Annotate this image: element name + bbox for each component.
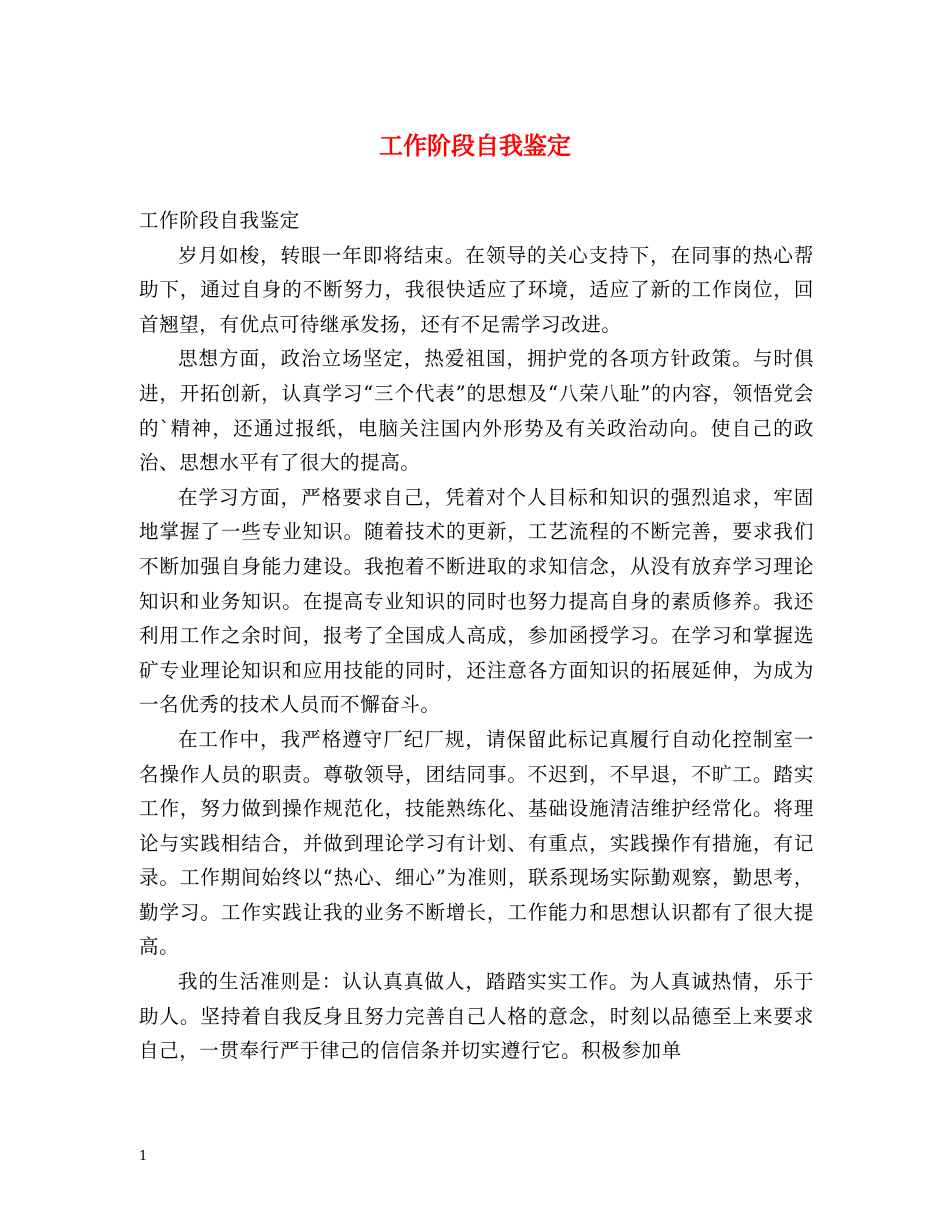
paragraph-ideology: 思想方面，政治立场坚定，热爱祖国，拥护党的各项方针政策。与时俱进，开拓创新，认真学习“三个代表”的思想及“八荣八耻”的内容，领悟党会的`精神，还通过报纸，电脑关注国内外形势及有关政治动向。使自己的政治、思想水平有了很大的提高。 [139, 347, 814, 475]
page-number: 1 [139, 1149, 148, 1164]
paragraph-life: 我的生活准则是：认认真真做人，踏踏实实工作。为人真诚热情，乐于助人。坚持着自我反身且努力完善自己人格的意念，时刻以品德至上来要求自己，一贯奉行严于律己的信信条并切实遵行它。积极参加单 [139, 970, 814, 1063]
document-title: 工作阶段自我鉴定 [379, 131, 571, 160]
document-subtitle: 工作阶段自我鉴定 [139, 209, 300, 232]
paragraph-study: 在学习方面，严格要求自己，凭着对个人目标和知识的强烈追求，牢固地掌握了一些专业知识。随着技术的更新，工艺流程的不断完善，要求我们不断加强自身能力建设。我抱着不断进取的求知信念，从没有放弃学习理论知识和业务知识。在提高专业知识的同时也努力提高自身的素质修养。我还利用工作之余时间，报考了全国成人高成，参加函授学习。在学习和掌握选矿专业理论知识和应用技能的同时，还注意各方面知识的拓展延伸，为成为一名优秀的技术人员而不懈奋斗。 [139, 485, 814, 717]
document-body [139, 204, 814, 1069]
paragraph-work: 在工作中，我严格遵守厂纪厂规，请保留此标记真履行自动化控制室一名操作人员的职责。尊敬领导，团结同事。不迟到，不早退，不旷工。踏实工作，努力做到操作规范化，技能熟练化、基础设施清洁维护经常化。将理论与实践相结合，并做到理论学习有计划、有重点，实践操作有措施，有记录。工作期间始终以“热心、细心”为准则，联系现场实际勤观察，勤思考，勤学习。工作实践让我的业务不断增长，工作能力和思想认识都有了很大提高。 [139, 727, 814, 959]
paragraph-intro: 岁月如梭，转眼一年即将结束。在领导的关心支持下，在同事的热心帮助下，通过自身的不断努力，我很快适应了环境，适应了新的工作岗位，回首翘望，有优点可待继承发扬，还有不足需学习改进。 [139, 243, 814, 336]
